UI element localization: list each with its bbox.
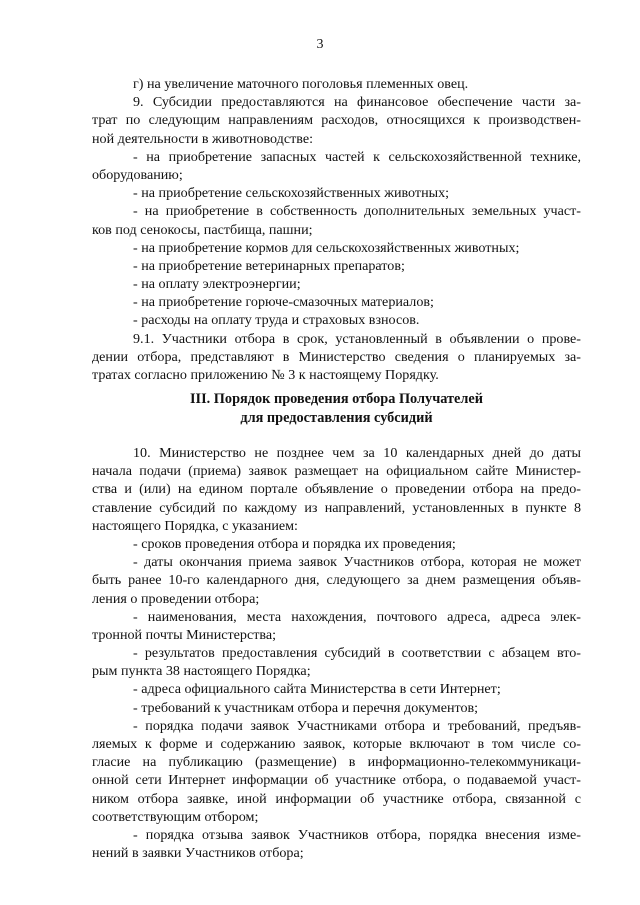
section-heading-line-2: для предоставления субсидий xyxy=(240,409,433,426)
text-line: ляемых к форме и содержанию заявок, которые включают в том числе со- xyxy=(92,736,581,752)
section-heading-line-1: III. Порядок проведения отбора Получателей xyxy=(189,391,484,407)
text-line: онной сети Интернет информации об участнике отбора, о подаваемой участ- xyxy=(92,772,581,789)
text-line: 9.1. Участники отбора в срок, установленный в объявлении о прове- xyxy=(133,330,581,347)
text-line: - расходы на оплату труда и страховых взносов. xyxy=(133,312,420,329)
text-line: - на приобретение сельскохозяйственных животных; xyxy=(133,185,450,202)
text-line: трат по следующим направлениям расходов, относящихся к производствен- xyxy=(92,112,581,129)
text-line: тронной почты Министерства; xyxy=(92,626,277,643)
text-line: быть ранее 10-го календарного дня, следующего за днем размещения объяв- xyxy=(92,572,581,589)
text-line: - требований к участникам отбора и перечня документов; xyxy=(133,699,479,716)
text-line: - результатов предоставления субсидий в соответствии с абзацем вто- xyxy=(133,645,581,662)
text-line: ной деятельности в животноводстве: xyxy=(92,130,314,147)
text-line: - адреса официального сайта Министерства в сети Интернет; xyxy=(133,681,501,698)
text-line: г) на увеличение маточного поголовья племенных овец. xyxy=(133,76,469,92)
text-line: ником отбора заявке, иной информации об участнике отбора, связанной с xyxy=(92,790,581,807)
text-line: дении отбора, представляют в Министерство сведения о планируемых за- xyxy=(92,348,581,365)
text-line: нений в заявки Участников отбора; xyxy=(92,845,304,862)
page-number: 3 xyxy=(316,37,324,52)
text-line: - на приобретение ветеринарных препаратов; xyxy=(133,257,405,274)
text-line: тратах согласно приложению № 3 к настоящему Порядку. xyxy=(92,367,439,383)
text-line: гласие на публикацию (размещение) в информационно-телекоммуникаци- xyxy=(92,754,581,771)
text-line: начала подачи (приема) заявок размещает на официальном сайте Министер- xyxy=(92,463,581,480)
text-line: ставление субсидий по каждому из направлений, установленных в пункте 8 xyxy=(92,499,581,516)
text-line: 9. Субсидии предоставляются на финансовое обеспечение части за- xyxy=(133,94,581,111)
text-line: - порядка подачи заявок Участниками отбора и требований, предъяв- xyxy=(133,717,581,734)
text-line: ления о проведении отбора; xyxy=(92,590,260,607)
text-line: ства и (или) на едином портале объявление о проведении отбора на предо- xyxy=(92,481,581,498)
text-line: - наименования, места нахождения, почтового адреса, адреса элек- xyxy=(133,608,581,625)
text-line: - даты окончания приема заявок Участников отбора, которая не может xyxy=(133,554,581,571)
text-line: - на приобретение запасных частей к сельскохозяйственной технике, xyxy=(133,148,581,165)
text-line: - на оплату электроэнергии; xyxy=(133,276,301,293)
text-line: - на приобретение кормов для сельскохозяйственных животных; xyxy=(133,239,520,256)
text-line: - на приобретение горюче-смазочных материалов; xyxy=(133,294,434,311)
text-line: ков под сенокосы, пастбища, пашни; xyxy=(92,221,313,238)
body-text-section-3 xyxy=(92,444,581,862)
body-text-section-2 xyxy=(92,75,581,384)
section-heading xyxy=(92,390,581,427)
text-line: настоящего Порядка, с указанием: xyxy=(92,517,298,534)
text-line: - порядка отзыва заявок Участников отбора, порядка внесения изме- xyxy=(133,826,581,843)
text-line: оборудованию; xyxy=(92,166,183,183)
text-line: соответствующим отбором; xyxy=(92,808,259,825)
text-line: рым пункта 38 настоящего Порядка; xyxy=(92,663,311,680)
text-line: 10. Министерство не позднее чем за 10 календарных дней до даты xyxy=(133,445,581,461)
text-line: - на приобретение в собственность дополнительных земельных участ- xyxy=(133,203,581,220)
text-line: - сроков проведения отбора и порядка их проведения; xyxy=(133,535,456,552)
